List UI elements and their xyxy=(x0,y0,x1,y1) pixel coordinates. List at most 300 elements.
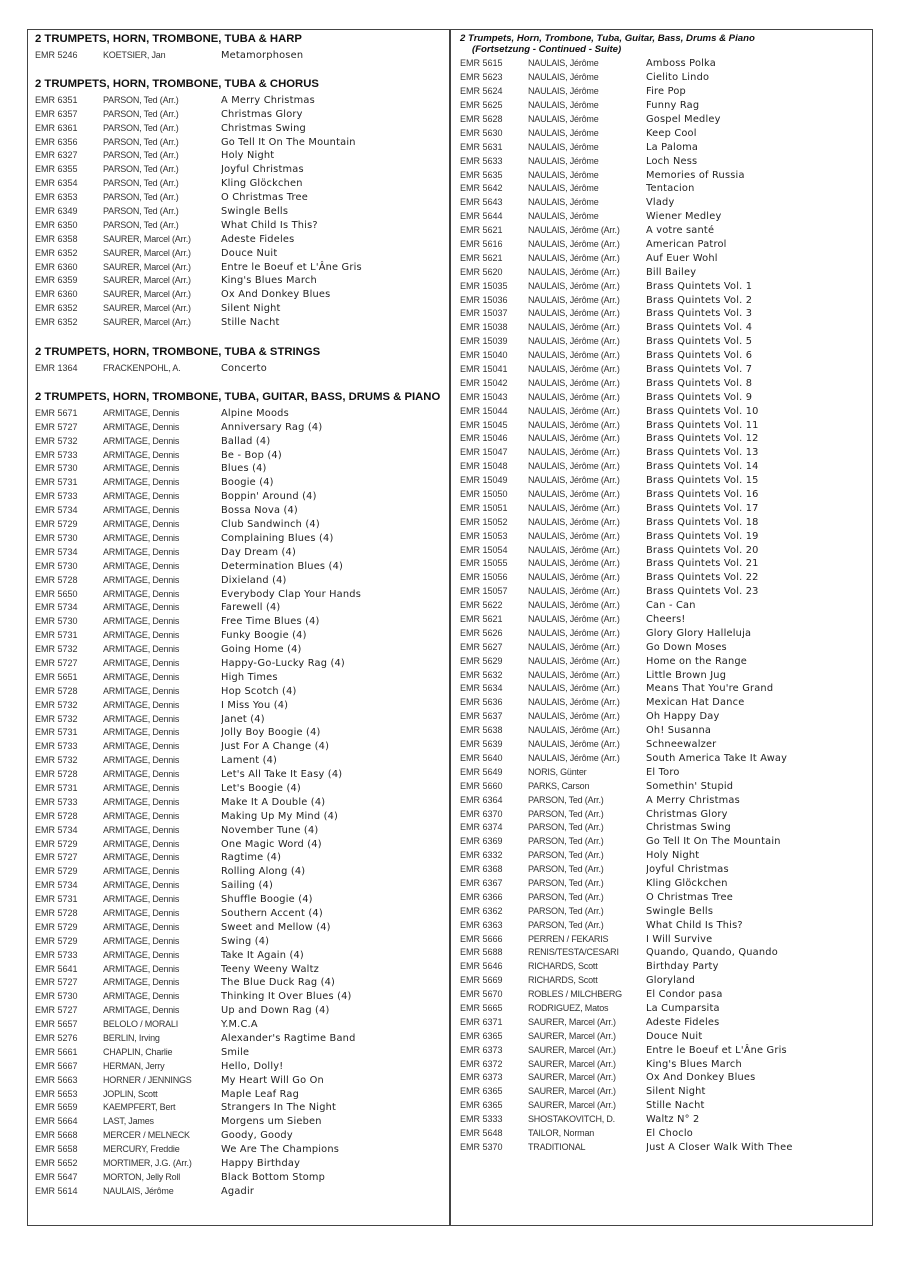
composer-name: MORTON, Jelly Roll xyxy=(103,1171,181,1182)
catalog-number: EMR 5732 xyxy=(35,755,78,766)
composer-name: SAURER, Marcel (Arr.) xyxy=(528,1086,616,1097)
work-title: Club Sandwinch (4) xyxy=(221,519,320,531)
composer-name: ARMITAGE, Dennis xyxy=(103,657,180,668)
catalog-number: EMR 6360 xyxy=(35,289,78,300)
work-title: Stille Nacht xyxy=(646,1100,705,1112)
work-title: La Cumparsita xyxy=(646,1002,720,1014)
composer-name: CHAPLIN, Charlie xyxy=(103,1046,173,1057)
work-title: Janet (4) xyxy=(221,713,265,725)
work-title: A Merry Christmas xyxy=(221,94,315,106)
catalog-number: EMR 5728 xyxy=(35,810,78,821)
composer-name: ARMITAGE, Dennis xyxy=(103,560,180,571)
composer-name: ARMITAGE, Dennis xyxy=(103,949,180,960)
composer-name: NAULAIS, Jérôme (Arr.) xyxy=(528,364,620,374)
catalog-number: EMR 5731 xyxy=(35,782,78,793)
composer-name: LAST, James xyxy=(103,1116,154,1127)
work-title: Alpine Moods xyxy=(221,407,289,419)
catalog-number: EMR 5633 xyxy=(460,155,503,166)
work-title: Wiener Medley xyxy=(646,211,722,223)
composer-name: ARMITAGE, Dennis xyxy=(103,782,180,793)
work-title: Keep Cool xyxy=(646,127,697,139)
catalog-entry xyxy=(35,518,443,532)
catalog-entry xyxy=(460,1016,868,1030)
catalog-entry xyxy=(35,1143,443,1157)
work-title: Holy Night xyxy=(646,850,700,862)
catalog-number: EMR 6354 xyxy=(35,178,78,189)
catalog-entry xyxy=(35,362,443,376)
work-title: Oh Happy Day xyxy=(646,711,720,723)
composer-name: KOETSIER, Jan xyxy=(103,49,166,60)
catalog-entry xyxy=(460,127,868,141)
work-title: Joyful Christmas xyxy=(646,864,729,876)
catalog-number: EMR 5652 xyxy=(35,1158,78,1169)
catalog-number: EMR 5729 xyxy=(35,921,78,932)
composer-name: NAULAIS, Jérôme (Arr.) xyxy=(528,558,620,569)
catalog-entry xyxy=(460,849,868,863)
work-title: Christmas Swing xyxy=(646,822,731,834)
work-title: Brass Quintets Vol. 1 xyxy=(646,280,753,292)
catalog-number: EMR 5727 xyxy=(35,657,78,668)
catalog-number: EMR 5731 xyxy=(35,894,78,905)
work-title: Teeny Weeny Waltz xyxy=(221,963,319,975)
composer-name: KAEMPFERT, Bert xyxy=(103,1102,176,1113)
composer-name: ARMITAGE, Dennis xyxy=(103,894,180,905)
catalog-number: EMR 15057 xyxy=(460,586,508,597)
work-title: A Merry Christmas xyxy=(646,794,740,806)
catalog-entry xyxy=(460,1085,868,1099)
catalog-number: EMR 15040 xyxy=(460,350,508,361)
catalog-number: EMR 5622 xyxy=(460,600,503,611)
catalog-number: EMR 5727 xyxy=(35,852,78,863)
catalog-number: EMR 6365 xyxy=(460,1086,503,1097)
work-title: Douce Nuit xyxy=(221,247,278,259)
work-title: Tentacion xyxy=(646,183,695,195)
work-title: Bossa Nova (4) xyxy=(221,505,298,517)
composer-name: ARMITAGE, Dennis xyxy=(103,685,180,696)
catalog-number: EMR 15042 xyxy=(460,377,508,388)
catalog-entry xyxy=(460,988,868,1002)
catalog-number: EMR 6372 xyxy=(460,1058,503,1069)
composer-name: ARMITAGE, Dennis xyxy=(103,435,180,446)
composer-name: NAULAIS, Jérôme (Arr.) xyxy=(528,308,620,319)
work-title: High Times xyxy=(221,671,278,683)
work-title: Glory Glory Halleluja xyxy=(646,627,752,639)
catalog-number: EMR 6363 xyxy=(460,919,503,930)
catalog-entry xyxy=(35,685,443,699)
catalog-number: EMR 5667 xyxy=(35,1060,78,1071)
column-divider xyxy=(449,29,451,1226)
composer-name: NAULAIS, Jérôme xyxy=(528,100,599,111)
composer-name: ARMITAGE, Dennis xyxy=(103,741,180,752)
catalog-number: EMR 5631 xyxy=(460,141,503,152)
catalog-entry xyxy=(460,516,868,530)
catalog-entry xyxy=(460,821,868,835)
catalog-entry xyxy=(35,261,443,275)
catalog-entry xyxy=(35,407,443,421)
work-title: Cielito Lindo xyxy=(646,72,710,84)
catalog-number: EMR 15036 xyxy=(460,294,508,305)
work-title: Going Home (4) xyxy=(221,644,302,656)
work-title: Day Dream (4) xyxy=(221,546,296,558)
composer-name: NAULAIS, Jérôme xyxy=(528,169,599,180)
composer-name: PARSON, Ted (Arr.) xyxy=(528,864,604,875)
work-title: Joyful Christmas xyxy=(221,164,304,176)
work-title: Gloryland xyxy=(646,975,696,987)
catalog-entry xyxy=(460,710,868,724)
catalog-number: EMR 5732 xyxy=(35,435,78,446)
catalog-number: EMR 6365 xyxy=(460,1030,503,1041)
catalog-entry xyxy=(35,907,443,921)
composer-name: NAULAIS, Jérôme (Arr.) xyxy=(528,502,620,513)
catalog-entry xyxy=(460,544,868,558)
catalog-number: EMR 5660 xyxy=(460,780,503,791)
catalog-entry xyxy=(35,1032,443,1046)
catalog-entry xyxy=(35,274,443,288)
catalog-number: EMR 5730 xyxy=(35,463,78,474)
work-title: Means That You're Grand xyxy=(646,683,774,695)
catalog-number: EMR 6359 xyxy=(35,275,78,286)
catalog-number: EMR 6349 xyxy=(35,206,78,217)
composer-name: PARSON, Ted (Arr.) xyxy=(103,136,179,147)
catalog-entry xyxy=(460,307,868,321)
catalog-entry xyxy=(35,560,443,574)
catalog-number: EMR 6361 xyxy=(35,122,78,133)
catalog-entry xyxy=(460,863,868,877)
catalog-entry xyxy=(35,1115,443,1129)
composer-name: HERMAN, Jerry xyxy=(103,1060,165,1071)
composer-name: ARMITAGE, Dennis xyxy=(103,977,180,988)
work-title: Brass Quintets Vol. 19 xyxy=(646,530,759,542)
work-title: Brass Quintets Vol. 14 xyxy=(646,461,759,473)
composer-name: RODRIGUEZ, Matos xyxy=(528,1002,609,1013)
catalog-entry xyxy=(460,613,868,627)
work-title: Lament (4) xyxy=(221,755,278,767)
catalog-entry xyxy=(460,266,868,280)
work-title: Auf Euer Wohl xyxy=(646,252,718,264)
catalog-entry xyxy=(460,808,868,822)
work-title: Make It A Double (4) xyxy=(221,796,326,808)
composer-name: ARMITAGE, Dennis xyxy=(103,449,180,460)
composer-name: JOPLIN, Scott xyxy=(103,1088,158,1099)
catalog-number: EMR 5731 xyxy=(35,630,78,641)
catalog-entry xyxy=(460,71,868,85)
catalog-number: EMR 5653 xyxy=(35,1088,78,1099)
work-title: Rolling Along (4) xyxy=(221,866,306,878)
work-title: The Blue Duck Rag (4) xyxy=(221,977,336,989)
catalog-number: EMR 5727 xyxy=(35,421,78,432)
composer-name: ARMITAGE, Dennis xyxy=(103,574,180,585)
catalog-number: EMR 5728 xyxy=(35,685,78,696)
catalog-entry xyxy=(35,615,443,629)
catalog-number: EMR 5729 xyxy=(35,935,78,946)
composer-name: NAULAIS, Jérôme (Arr.) xyxy=(528,225,620,236)
catalog-entry xyxy=(35,177,443,191)
composer-name: ARMITAGE, Dennis xyxy=(103,727,180,738)
catalog-number: EMR 5628 xyxy=(460,113,503,124)
catalog-entry xyxy=(460,238,868,252)
catalog-entry xyxy=(460,752,868,766)
work-title: Brass Quintets Vol. 13 xyxy=(646,447,759,459)
composer-name: ARMITAGE, Dennis xyxy=(103,796,180,807)
composer-name: ARMITAGE, Dennis xyxy=(103,838,180,849)
catalog-entry xyxy=(35,163,443,177)
composer-name: RICHARDS, Scott xyxy=(528,961,598,972)
catalog-entry xyxy=(35,796,443,810)
catalog-number: EMR 5639 xyxy=(460,739,503,750)
catalog-number: EMR 5733 xyxy=(35,491,78,502)
work-title: Silent Night xyxy=(646,1086,706,1098)
catalog-number: EMR 5640 xyxy=(460,752,503,763)
work-title: Up and Down Rag (4) xyxy=(221,1005,330,1017)
catalog-entry xyxy=(460,488,868,502)
work-title: Brass Quintets Vol. 15 xyxy=(646,475,759,487)
catalog-number: EMR 5734 xyxy=(35,602,78,613)
work-title: Sailing (4) xyxy=(221,880,274,892)
work-title: Amboss Polka xyxy=(646,58,716,70)
catalog-entry xyxy=(35,838,443,852)
catalog-entry xyxy=(35,740,443,754)
work-title: We Are The Champions xyxy=(221,1144,340,1156)
catalog-entry xyxy=(35,532,443,546)
composer-name: NAULAIS, Jérôme (Arr.) xyxy=(528,405,620,416)
composer-name: NAULAIS, Jérôme (Arr.) xyxy=(528,322,620,333)
catalog-entry xyxy=(35,601,443,615)
work-title: Holy Night xyxy=(221,150,275,162)
catalog-number: EMR 6355 xyxy=(35,164,78,175)
composer-name: NAULAIS, Jérôme xyxy=(528,113,599,124)
composer-name: NAULAIS, Jérôme (Arr.) xyxy=(528,683,620,694)
left-column xyxy=(35,33,443,1199)
work-title: Christmas Glory xyxy=(221,108,303,120)
work-title: Ragtime (4) xyxy=(221,852,282,864)
catalog-entry xyxy=(35,726,443,740)
work-title: Blues (4) xyxy=(221,463,267,475)
catalog-entry xyxy=(460,933,868,947)
catalog-entry xyxy=(460,905,868,919)
composer-name: ARMITAGE, Dennis xyxy=(103,616,180,627)
catalog-entry xyxy=(35,302,443,316)
catalog-number: EMR 5729 xyxy=(35,519,78,530)
work-title: Brass Quintets Vol. 22 xyxy=(646,572,759,584)
catalog-number: EMR 5638 xyxy=(460,725,503,736)
composer-name: NAULAIS, Jérôme (Arr.) xyxy=(528,350,620,361)
catalog-number: EMR 6367 xyxy=(460,877,503,888)
catalog-number: EMR 5615 xyxy=(460,58,503,69)
catalog-number: EMR 6366 xyxy=(460,891,503,902)
catalog-number: EMR 15050 xyxy=(460,489,508,500)
work-title: Determination Blues (4) xyxy=(221,560,344,572)
work-title: Gospel Medley xyxy=(646,113,721,125)
catalog-number: EMR 5614 xyxy=(35,1185,78,1196)
catalog-number: EMR 6352 xyxy=(35,303,78,314)
work-title: Ox And Donkey Blues xyxy=(221,289,331,301)
catalog-entry xyxy=(35,879,443,893)
composer-name: PARSON, Ted (Arr.) xyxy=(528,905,604,916)
composer-name: HORNER / JENNINGS xyxy=(103,1074,192,1085)
catalog-entry xyxy=(35,976,443,990)
catalog-entry xyxy=(35,851,443,865)
catalog-entry xyxy=(35,1018,443,1032)
work-title: Oh! Susanna xyxy=(646,725,712,737)
catalog-number: EMR 5634 xyxy=(460,683,503,694)
composer-name: SAURER, Marcel (Arr.) xyxy=(528,1058,616,1069)
catalog-number: EMR 6358 xyxy=(35,233,78,244)
work-title: I Miss You (4) xyxy=(221,699,289,711)
work-title: Just For A Change (4) xyxy=(221,741,330,753)
catalog-entry xyxy=(460,335,868,349)
catalog-number: EMR 5620 xyxy=(460,266,503,277)
catalog-entry xyxy=(35,768,443,782)
work-title: Brass Quintets Vol. 21 xyxy=(646,558,759,570)
work-title: My Heart Will Go On xyxy=(221,1074,324,1086)
composer-name: NAULAIS, Jérôme (Arr.) xyxy=(528,419,620,430)
work-title: Loch Ness xyxy=(646,155,698,167)
catalog-entry xyxy=(460,724,868,738)
composer-name: ARMITAGE, Dennis xyxy=(103,769,180,780)
work-title: Black Bottom Stomp xyxy=(221,1171,326,1183)
composer-name: PARSON, Ted (Arr.) xyxy=(528,877,604,888)
work-title: O Christmas Tree xyxy=(646,891,733,903)
composer-name: NAULAIS, Jérôme (Arr.) xyxy=(528,280,620,291)
catalog-number: EMR 6365 xyxy=(460,1100,503,1111)
work-title: Quando, Quando, Quando xyxy=(646,947,778,959)
composer-name: ARMITAGE, Dennis xyxy=(103,477,180,488)
work-title: Douce Nuit xyxy=(646,1030,703,1042)
catalog-number: EMR 6373 xyxy=(460,1072,503,1083)
catalog-number: EMR 15035 xyxy=(460,280,508,291)
catalog-number: EMR 6332 xyxy=(460,850,503,861)
catalog-entry xyxy=(460,960,868,974)
composer-name: NAULAIS, Jérôme (Arr.) xyxy=(528,697,620,708)
work-title: Brass Quintets Vol. 10 xyxy=(646,405,759,417)
composer-name: NAULAIS, Jérôme (Arr.) xyxy=(528,600,620,611)
work-title: Waltz N° 2 xyxy=(646,1114,700,1126)
composer-name: ARMITAGE, Dennis xyxy=(103,907,180,918)
catalog-number: EMR 5629 xyxy=(460,655,503,666)
work-title: Brass Quintets Vol. 23 xyxy=(646,586,759,598)
catalog-number: EMR 5246 xyxy=(35,49,78,60)
catalog-entry xyxy=(35,574,443,588)
composer-name: TAILOR, Norman xyxy=(528,1127,595,1138)
work-title: Southern Accent (4) xyxy=(221,907,323,919)
work-title: November Tune (4) xyxy=(221,824,319,836)
catalog-entry xyxy=(460,835,868,849)
catalog-number: EMR 5648 xyxy=(460,1127,503,1138)
composer-name: ARMITAGE, Dennis xyxy=(103,588,180,599)
work-title: Ox And Donkey Blues xyxy=(646,1072,756,1084)
composer-name: NAULAIS, Jérôme (Arr.) xyxy=(528,266,620,277)
catalog-number: EMR 5727 xyxy=(35,1005,78,1016)
work-title: Strangers In The Night xyxy=(221,1102,337,1114)
work-title: Brass Quintets Vol. 7 xyxy=(646,364,753,375)
composer-name: SAURER, Marcel (Arr.) xyxy=(528,1100,616,1111)
work-title: El Condor pasa xyxy=(646,989,723,1001)
composer-name: ARMITAGE, Dennis xyxy=(103,421,180,432)
composer-name: NAULAIS, Jérôme (Arr.) xyxy=(528,238,620,249)
work-title: Entre le Boeuf et L'Âne Gris xyxy=(646,1044,787,1056)
catalog-entry xyxy=(35,504,443,518)
catalog-entry xyxy=(35,893,443,907)
catalog-entry xyxy=(460,377,868,391)
catalog-number: EMR 15046 xyxy=(460,433,508,444)
work-title: Home on the Range xyxy=(646,655,748,667)
composer-name: PARSON, Ted (Arr.) xyxy=(528,891,604,902)
composer-name: PARSON, Ted (Arr.) xyxy=(103,178,179,189)
work-title: El Toro xyxy=(646,766,680,778)
work-title: American Patrol xyxy=(646,238,727,250)
catalog-number: EMR 5616 xyxy=(460,238,503,249)
composer-name: ARMITAGE, Dennis xyxy=(103,407,180,418)
work-title: O Christmas Tree xyxy=(221,192,308,204)
catalog-entry xyxy=(460,1071,868,1085)
work-title: Kling Glöckchen xyxy=(646,877,728,889)
composer-name: MERCURY, Freddie xyxy=(103,1144,180,1155)
work-title: Can - Can xyxy=(646,600,696,612)
catalog-number: EMR 6373 xyxy=(460,1044,503,1055)
work-title: Happy-Go-Lucky Rag (4) xyxy=(221,657,345,669)
catalog-number: EMR 5669 xyxy=(460,975,503,986)
work-title: Go Tell It On The Mountain xyxy=(221,136,356,148)
work-title: Bill Bailey xyxy=(646,266,697,278)
catalog-entry xyxy=(35,643,443,657)
composer-name: NAULAIS, Jérôme (Arr.) xyxy=(528,655,620,666)
work-title: Farewell (4) xyxy=(221,602,281,614)
composer-name: ARMITAGE, Dennis xyxy=(103,991,180,1002)
catalog-number: EMR 6374 xyxy=(460,822,503,833)
catalog-entry xyxy=(35,136,443,150)
catalog-number: EMR 15054 xyxy=(460,544,508,555)
composer-name: NAULAIS, Jérôme xyxy=(103,1185,174,1196)
work-title: Brass Quintets Vol. 4 xyxy=(646,322,753,334)
work-title: Brass Quintets Vol. 6 xyxy=(646,350,753,362)
catalog-number: EMR 6362 xyxy=(460,905,503,916)
catalog-number: EMR 15056 xyxy=(460,572,508,583)
work-title: One Magic Word (4) xyxy=(221,838,322,850)
catalog-entry xyxy=(35,49,443,63)
section-heading: 2 TRUMPETS, HORN, TROMBONE, TUBA, GUITAR, BASS, DRUMS & PIANO xyxy=(35,391,441,404)
catalog-number: EMR 15053 xyxy=(460,530,508,541)
composer-name: ROBLES / MILCHBERG xyxy=(528,989,622,1000)
composer-name: NAULAIS, Jérôme (Arr.) xyxy=(528,391,620,402)
work-title: Hop Scotch (4) xyxy=(221,685,297,697)
composer-name: SAURER, Marcel (Arr.) xyxy=(528,1044,616,1055)
catalog-number: EMR 5632 xyxy=(460,669,503,680)
catalog-number: EMR 15044 xyxy=(460,405,508,416)
catalog-entry xyxy=(35,657,443,671)
catalog-entry xyxy=(35,824,443,838)
composer-name: PARSON, Ted (Arr.) xyxy=(103,206,179,217)
catalog-entry xyxy=(35,1074,443,1088)
work-title: Brass Quintets Vol. 12 xyxy=(646,433,759,445)
catalog-entry xyxy=(35,316,443,330)
catalog-entry xyxy=(460,446,868,460)
work-title: Let's All Take It Easy (4) xyxy=(221,769,343,781)
catalog-number: EMR 6369 xyxy=(460,836,503,847)
catalog-entry xyxy=(460,780,868,794)
composer-name: SAURER, Marcel (Arr.) xyxy=(103,275,191,286)
catalog-entry xyxy=(460,141,868,155)
catalog-list xyxy=(35,362,443,376)
catalog-entry xyxy=(460,1127,868,1141)
catalog-entry xyxy=(35,490,443,504)
catalog-number: EMR 6327 xyxy=(35,150,78,161)
catalog-number: EMR 15039 xyxy=(460,336,508,347)
catalog-entry xyxy=(460,419,868,433)
catalog-number: EMR 5627 xyxy=(460,641,503,652)
composer-name: ARMITAGE, Dennis xyxy=(103,602,180,613)
work-title: Funky Boogie (4) xyxy=(221,630,307,642)
work-title: Brass Quintets Vol. 2 xyxy=(646,294,753,306)
